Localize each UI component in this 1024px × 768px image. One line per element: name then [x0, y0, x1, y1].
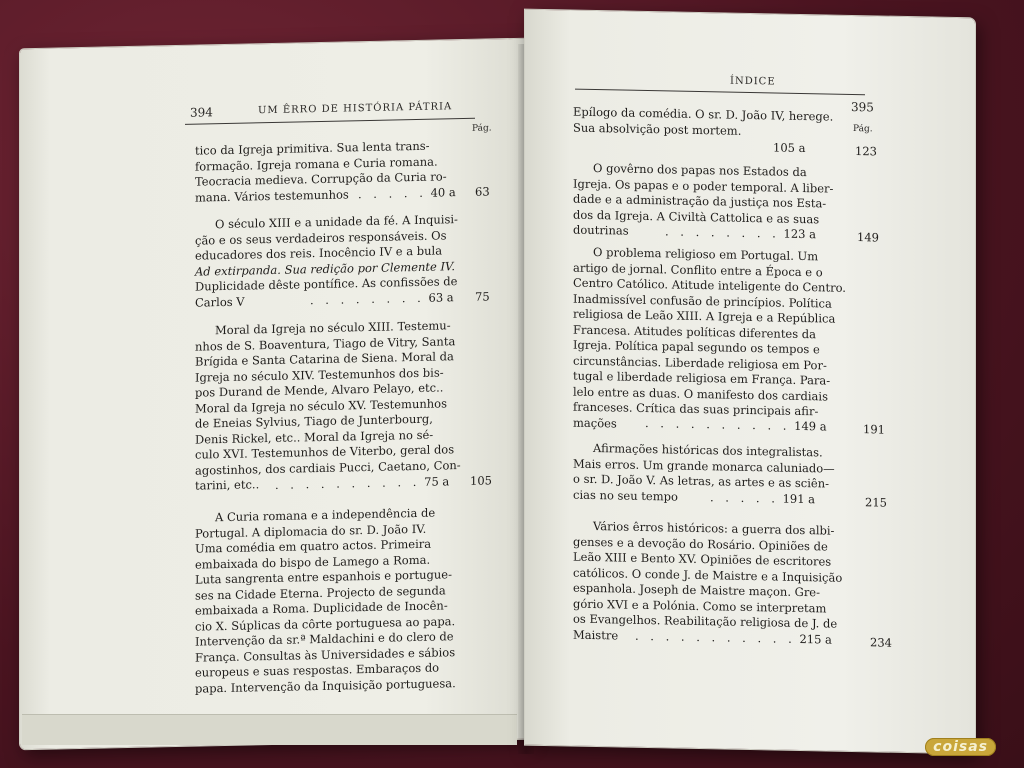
entry-line: França. Consultas às Universidades e sábios: [195, 644, 456, 665]
entry-line: formação. Igreja romana e Curia romana.: [195, 154, 438, 174]
pag-label-right: Pág.: [853, 123, 873, 135]
entry-line: Francesa. Atitudes políticas diferentes da: [573, 322, 817, 341]
page-edges: [22, 714, 517, 745]
entry-line: os Evangelhos. Reabilitação religiosa de J. de: [573, 611, 838, 631]
right-page: [525, 10, 975, 754]
page-range-start: 215 a: [799, 631, 832, 647]
entry-line: lelo entre as duas. O manifesto dos cardiais: [573, 384, 828, 403]
leader-range: . . . . . . . . . . . 215 a: [635, 628, 832, 647]
page-end-number: 149: [857, 230, 879, 245]
entry-line: educadores dos reis. Inocêncio IV e a bula: [195, 243, 443, 263]
running-head-right: ÍNDICE: [730, 75, 776, 88]
entry-line: mações: [573, 415, 617, 430]
entry-line: papa. Intervenção da Inquisição portuguesa.: [195, 675, 456, 696]
entry-line: O século XIII e a unidade da fé. A Inquisi-: [215, 212, 458, 232]
entry-line: Moral da Igreja no século XV. Testemunhos: [195, 395, 447, 416]
entry-line: Duplicidade dêste pontífice. As confissões de: [195, 274, 458, 294]
leader-range: . . . . . . . . 63 a: [310, 290, 454, 308]
entry-line: Sua absolvição post mortem.: [573, 120, 742, 138]
page-end-number: 234: [870, 635, 892, 650]
entry-line: ses na Cidade Eterna. Projecto de segunda: [195, 582, 446, 603]
open-book: [20, 14, 980, 764]
entry-line: Ad extirpanda. Sua redição por Clemente IV.: [195, 258, 455, 279]
entry-line: Vários êrros históricos: a guerra dos albi-: [593, 518, 835, 538]
entry-line: cias no seu tempo: [573, 487, 678, 504]
entry-line: cio X. Súplicas da côrte portuguesa ao papa.: [195, 613, 456, 634]
page-range-start: 123 a: [783, 226, 816, 242]
entry-line: gório XVI e a Polónia. Como se interpretam: [573, 596, 827, 615]
entry-line: Inadmissível confusão de princípios. Política: [573, 291, 832, 311]
entry-line: ção e os seus verdadeiros responsáveis. Os: [195, 227, 447, 248]
toc-entry: [195, 318, 461, 494]
entry-line: pos Durand de Mende, Alvaro Pelayo, etc..: [195, 380, 444, 400]
entry-line: o sr. D. João V. As letras, as artes e as sciên-: [573, 471, 829, 491]
page-range-start: 191 a: [782, 491, 816, 507]
entry-line: Igreja no século XIV. Testemunhos dos bis-: [195, 364, 444, 385]
entry-line: Uma comédia em quatro actos. Primeira: [195, 536, 432, 556]
page-end-number: 123: [855, 144, 877, 159]
entry-line: O problema religioso em Portugal. Um: [593, 244, 819, 264]
entry-line: dos da Igreja. A Civiltà Cattolica e as suas: [573, 207, 820, 226]
header-rule-right: [575, 89, 865, 96]
left-page: [20, 39, 525, 750]
entry-line: Intervenção da sr.ª Maldachini e do clero de: [195, 629, 454, 649]
toc-entry: [573, 245, 846, 436]
toc-entry: [573, 519, 842, 648]
entry-line: espanhola. Joseph de Maistre maçon. Gre-: [573, 580, 821, 600]
page-number-right: 395: [851, 99, 874, 115]
entry-line: tarini, etc..: [195, 477, 260, 493]
entry-line: embaixada do bispo de Lamego a Roma.: [195, 552, 431, 572]
entry-line: doutrinas: [573, 222, 629, 238]
entry-line: Centro Católico. Atitude inteligente do Centro.: [573, 275, 846, 295]
page-end-number: 215: [865, 495, 887, 510]
entry-line: A Curia romana e a independência de: [215, 505, 436, 525]
entry-line: nhos de S. Boaventura, Tiago de Vitry, Santa: [195, 333, 456, 354]
leader-range: . . . . . 40 a: [358, 185, 456, 202]
running-head-left: UM ÊRRO DE HISTÓRIA PÁTRIA: [258, 101, 453, 117]
page-range-start: 63 a: [428, 290, 454, 305]
entry-line: Moral da Igreja no século XIII. Testemu-: [215, 318, 451, 338]
leader-range: [773, 140, 805, 155]
entry-line: agostinhos, dos cardiais Pucci, Caetano, Con-: [195, 457, 461, 478]
entry-line: tico da Igreja primitiva. Sua lenta trans-: [195, 138, 430, 158]
entry-line: Luta sangrenta entre espanhois e portugue-: [195, 567, 452, 587]
toc-entry: [573, 105, 833, 141]
entry-line: franceses. Crítica das suas principais afir-: [573, 399, 819, 419]
page-number-left: 394: [190, 105, 213, 120]
leader-range: . . . . . . . . . . 75 a: [275, 474, 450, 492]
entry-line: mana. Vários testemunhos: [195, 186, 349, 205]
entry-line: Epílogo da comédia. O sr. D. João IV, herege.: [573, 104, 834, 124]
entry-line: Portugal. A diplomacia do sr. D. João IV.: [195, 521, 427, 541]
entry-line: Mais erros. Um grande monarca caluniado—: [573, 456, 835, 476]
page-range-start: 149 a: [794, 418, 827, 434]
leader-range: . . . . . . . . 123 a: [665, 224, 816, 242]
leader-range: . . . . . . . . . . 149 a: [645, 415, 827, 434]
page-end-number: 75: [475, 289, 490, 304]
entry-line: circunstâncias. Liberdade religiosa em Por-: [573, 353, 827, 372]
entry-line: Igreja. Política papal segundo os tempos e: [573, 337, 820, 357]
page-end-number: 191: [863, 422, 885, 437]
entry-line: Igreja. Os papas e o poder temporal. A liber-: [573, 176, 834, 196]
entry-line: embaixada a Roma. Duplicidade de Inocên-: [195, 598, 448, 618]
watermark-logo: coisas: [925, 738, 996, 756]
page-end-number: 105: [470, 473, 492, 488]
entry-line: Carlos V: [195, 294, 245, 310]
header-rule-left: [185, 118, 475, 125]
entry-line: genses e a devoção do Rosário. Opiniões de: [573, 534, 828, 553]
entry-line: Leão XIII e Bento XV. Opiniões de escritores: [573, 549, 832, 569]
page-range-start: 75 a: [424, 474, 450, 489]
page-range-start: 105 a: [773, 140, 806, 156]
pag-label-left: Pág.: [472, 123, 492, 134]
page-end-number: 63: [475, 184, 490, 199]
entry-line: O govêrno dos papas nos Estados da: [593, 160, 807, 180]
page-range-start: 40 a: [430, 185, 456, 200]
entry-line: Afirmações históricas dos integralistas.: [593, 440, 823, 460]
toc-entry: [195, 505, 456, 696]
entry-line: católicos. O conde J. de Maistre e a Inquisição: [573, 565, 843, 585]
entry-line: dade e a administração da justiça nos Esta-: [573, 191, 827, 211]
entry-line: de Eneias Sylvius, Tiago de Junterbourg,: [195, 411, 433, 431]
leader-range: . . . . . 191 a: [710, 490, 816, 507]
entry-line: tugal e liberdade religiosa em França. Para-: [573, 368, 831, 388]
entry-line: culo XVI. Testemunhos de Viterbo, geral dos: [195, 442, 455, 462]
entry-line: Brígida e Santa Catarina de Siena. Moral da: [195, 349, 454, 369]
entry-line: Teocracia medieva. Corrupção da Curia ro-: [195, 169, 447, 189]
entry-line: Maistre: [573, 627, 619, 642]
entry-line: artigo de jornal. Conflito entre a Época e o: [573, 260, 823, 279]
entry-line: Denis Rickel, etc.. Moral da Igreja no sé-: [195, 427, 434, 447]
entry-line: europeus e suas respostas. Embaraços do: [195, 660, 440, 680]
entry-line: religiosa de Leão XIII. A Igreja e a República: [573, 306, 836, 326]
